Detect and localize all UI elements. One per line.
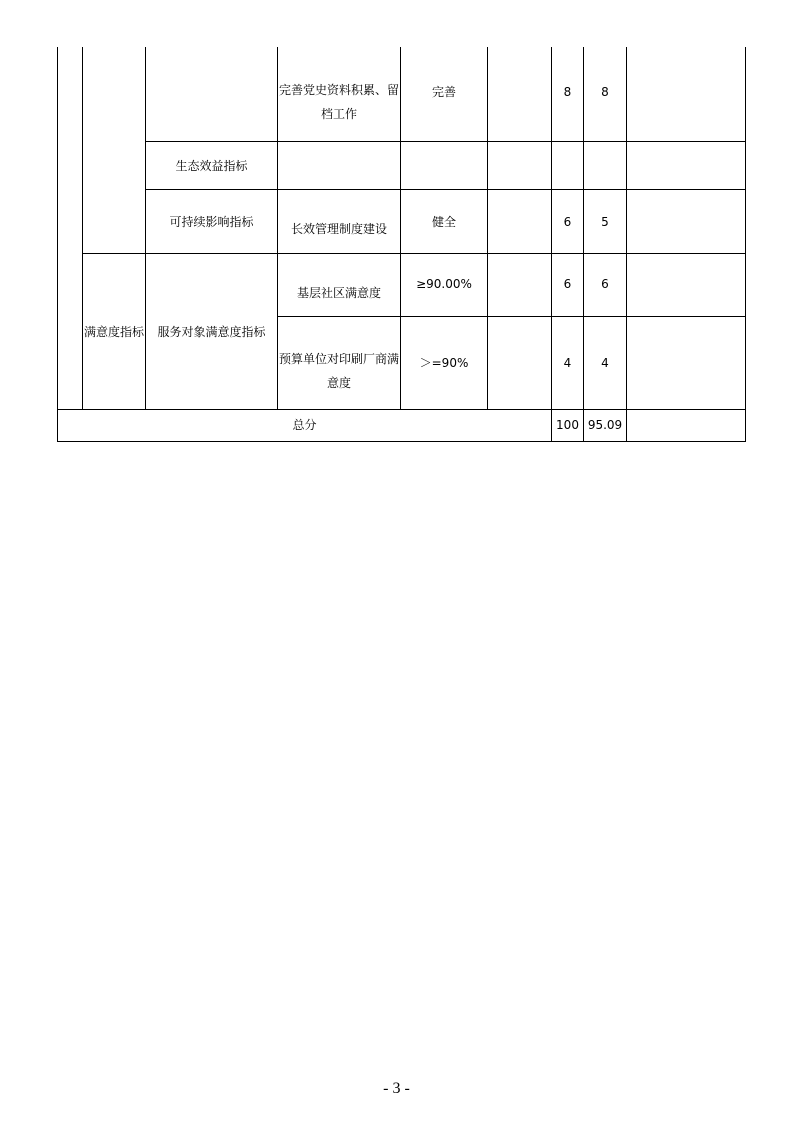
target-text: 健全: [431, 215, 456, 229]
printer-actual-cell: [584, 351, 626, 375]
total-score-value: 100: [556, 418, 579, 432]
archive-score-cell: [552, 80, 583, 104]
total-score-cell: [552, 413, 583, 437]
actual-value: 8: [601, 85, 609, 99]
sustain-score-cell: [552, 210, 583, 234]
subcategory-text: 生态效益指标: [175, 158, 248, 173]
community-indicator-cell: [278, 281, 400, 305]
sustain-actual-cell: [584, 210, 626, 234]
satisfaction-category-cell: [83, 320, 145, 344]
indicator-text: 预算单位对印刷厂商满意度: [279, 352, 400, 390]
indicator-text: 长效管理制度建设: [290, 222, 387, 236]
printer-score-cell: [552, 351, 583, 375]
printer-indicator-cell: [278, 343, 400, 399]
total-label: 总分: [292, 418, 317, 432]
score-value: 6: [563, 277, 572, 291]
community-target-cell: [401, 272, 487, 296]
score-value: 4: [563, 356, 572, 370]
actual-value: 6: [601, 277, 609, 291]
target-text: 完善: [431, 85, 456, 99]
subcategory-text: 服务对象满意度指标: [157, 325, 266, 339]
archive-target-cell: [401, 80, 487, 104]
ecology-subcategory-cell: [146, 142, 277, 189]
sustain-subcategory-cell: [146, 210, 277, 234]
total-label-cell: [58, 413, 551, 437]
target-text: ≥90.00%: [416, 277, 472, 291]
page-number: - 3 -: [383, 1080, 410, 1097]
actual-value: 5: [601, 215, 609, 229]
sustain-indicator-cell: [278, 217, 400, 241]
printer-target-cell: [401, 351, 487, 375]
indicator-text: 完善党史资料积累、留档工作: [279, 83, 400, 121]
score-value: 6: [563, 215, 572, 229]
community-actual-cell: [584, 272, 626, 296]
actual-value: 4: [601, 356, 609, 370]
community-score-cell: [552, 272, 583, 296]
archive-indicator-cell: [278, 74, 400, 130]
archive-actual-cell: [584, 80, 626, 104]
total-actual-value: 95.09: [587, 418, 623, 432]
score-value: 8: [563, 85, 572, 99]
total-actual-cell: [584, 413, 626, 437]
category-text: 满意度指标: [84, 325, 145, 339]
indicator-text: 基层社区满意度: [296, 286, 381, 300]
satisfaction-subcategory-cell: [146, 320, 277, 344]
sustain-target-cell: [401, 210, 487, 234]
target-text: ＞=90%: [419, 356, 469, 370]
subcategory-text: 可持续影响指标: [169, 215, 254, 229]
